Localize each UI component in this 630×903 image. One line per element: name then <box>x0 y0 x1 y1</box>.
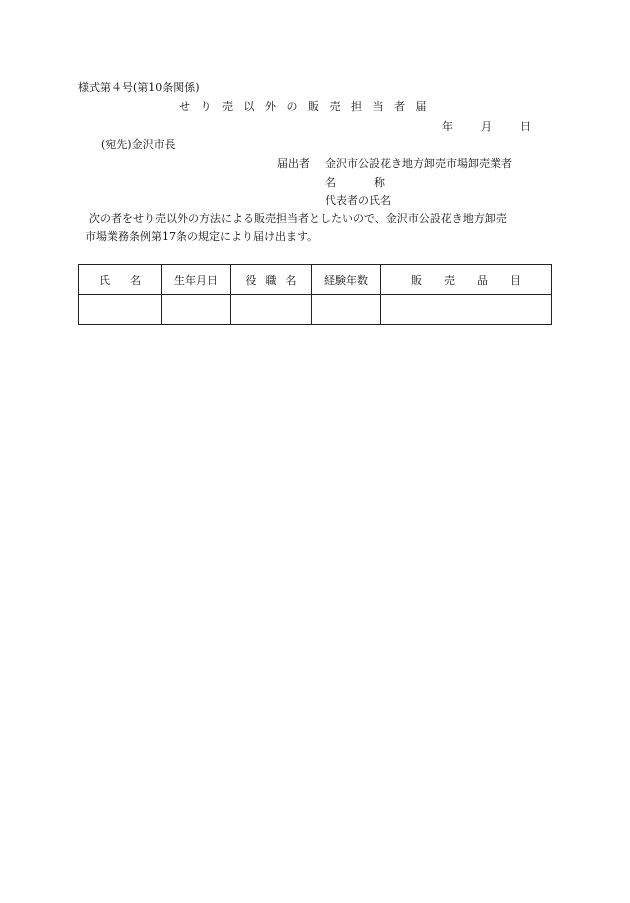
cell-experience-years[interactable] <box>312 295 381 325</box>
date-day-label: 日 <box>520 120 531 133</box>
name-label-char-1: 名 <box>325 176 336 189</box>
name-label-char-2: 称 <box>374 176 385 189</box>
staff-table <box>78 264 552 325</box>
date-month-label: 月 <box>481 120 492 133</box>
body-line-1: 次の者をせり売以外の方法による販売担当者としたいので、金沢市公設花き地方卸売 <box>89 212 507 225</box>
header-birthdate: 生年月日 <box>162 265 231 295</box>
form-number: 様式第４号(第10条関係) <box>78 81 200 94</box>
body-line-2: 市場業務条例第17条の規定により届け出ます。 <box>85 230 319 243</box>
cell-name[interactable] <box>79 295 162 325</box>
cell-sales-items[interactable] <box>381 295 552 325</box>
table-row <box>79 295 552 325</box>
header-position: 役職名 <box>231 265 312 295</box>
cell-birthdate[interactable] <box>162 295 231 325</box>
header-experience-years: 経験年数 <box>312 265 381 295</box>
cell-position[interactable] <box>231 295 312 325</box>
date-line <box>442 120 531 134</box>
applicant-value: 金沢市公設花き地方卸売市場卸売業者 <box>325 157 512 170</box>
addressee: (宛先)金沢市長 <box>101 138 176 151</box>
table-header-row <box>79 265 552 295</box>
applicant-label: 届出者 <box>277 157 310 170</box>
body-paragraph <box>78 210 558 246</box>
header-name: 氏名 <box>79 265 162 295</box>
date-year-label: 年 <box>442 120 453 133</box>
header-sales-items: 販売品目 <box>381 265 552 295</box>
document-title: せり売以外の販売担当者届 <box>179 100 437 113</box>
representative-label: 代表者の氏名 <box>325 194 391 207</box>
name-label <box>325 176 385 190</box>
